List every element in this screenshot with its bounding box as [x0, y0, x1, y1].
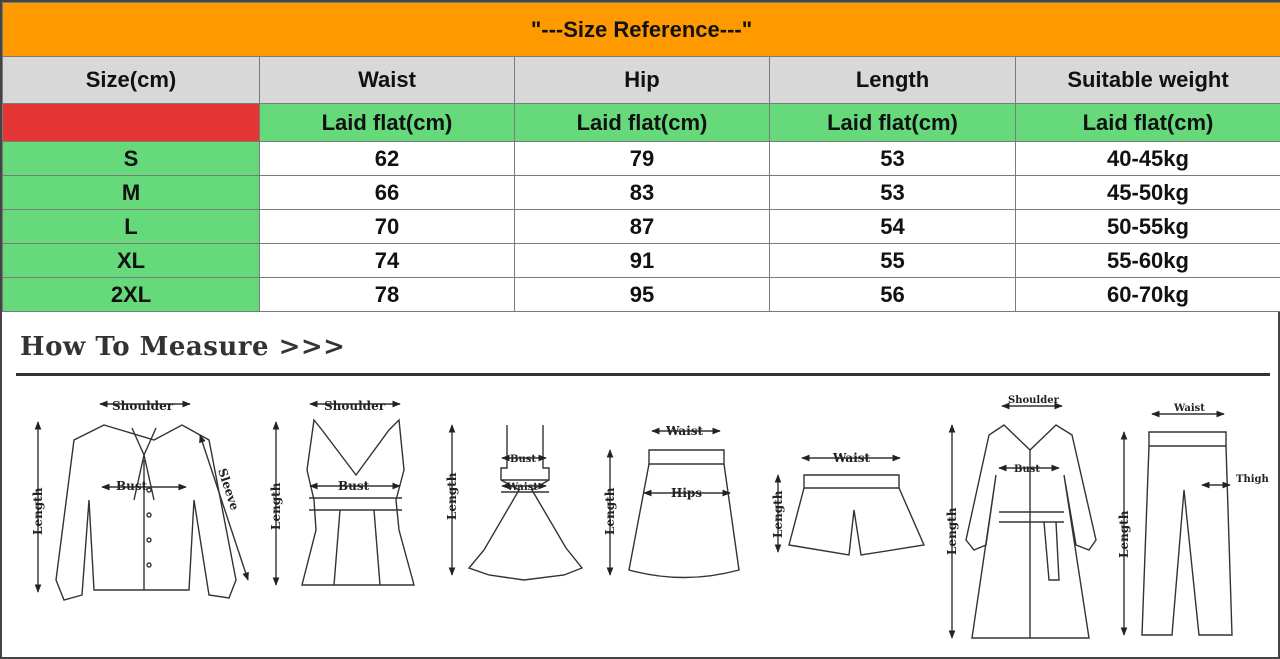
- table-row: [3, 142, 1280, 176]
- label-thigh: Thigh: [1236, 474, 1269, 485]
- table-row: [3, 278, 1280, 312]
- label-length: Length: [445, 472, 459, 520]
- label-sleeve: Sleeve: [215, 466, 242, 512]
- length-value: 56: [770, 278, 1016, 312]
- subheader-hip: Laid flat(cm): [515, 104, 770, 142]
- label-waist: Waist: [833, 451, 871, 465]
- hip-value: 95: [515, 278, 770, 312]
- blouse-diagram: [38, 404, 248, 600]
- size-label: XL: [3, 244, 260, 278]
- header-hip: Hip: [515, 57, 770, 104]
- coat-diagram: [952, 406, 1096, 638]
- hip-value: 79: [515, 142, 770, 176]
- weight-value: 60-70kg: [1016, 278, 1280, 312]
- subheader-row: [3, 104, 1280, 142]
- size-label: L: [3, 210, 260, 244]
- length-value: 53: [770, 176, 1016, 210]
- measure-diagrams: [4, 380, 1280, 655]
- size-label: S: [3, 142, 260, 176]
- header-weight: Suitable weight: [1016, 57, 1280, 104]
- label-length: Length: [771, 490, 785, 538]
- weight-value: 55-60kg: [1016, 244, 1280, 278]
- weight-value: 50-55kg: [1016, 210, 1280, 244]
- hip-value: 83: [515, 176, 770, 210]
- header-length: Length: [770, 57, 1016, 104]
- label-bust: Bust: [116, 479, 148, 493]
- table-row: [3, 244, 1280, 278]
- subheader-length: Laid flat(cm): [770, 104, 1016, 142]
- tank-top-diagram: [276, 404, 414, 585]
- size-label: 2XL: [3, 278, 260, 312]
- trousers-diagram: [1124, 414, 1232, 635]
- waist-value: 70: [260, 210, 515, 244]
- skirt-diagram: [610, 431, 739, 578]
- waist-value: 74: [260, 244, 515, 278]
- hip-value: 91: [515, 244, 770, 278]
- subheader-weight: Laid flat(cm): [1016, 104, 1280, 142]
- label-length: Length: [1117, 510, 1131, 558]
- how-to-measure-section: [4, 320, 1280, 659]
- hip-value: 87: [515, 210, 770, 244]
- divider: [16, 373, 1270, 376]
- subheader-blank: [3, 104, 260, 142]
- weight-value: 40-45kg: [1016, 142, 1280, 176]
- label-hips: Hips: [671, 486, 703, 500]
- length-value: 53: [770, 142, 1016, 176]
- waist-value: 62: [260, 142, 515, 176]
- label-waist: Waist: [507, 482, 538, 493]
- table-title: "---Size Reference---": [3, 3, 1280, 57]
- waist-value: 66: [260, 176, 515, 210]
- subheader-waist: Laid flat(cm): [260, 104, 515, 142]
- waist-value: 78: [260, 278, 515, 312]
- label-length: Length: [269, 482, 283, 530]
- table-row: [3, 176, 1280, 210]
- label-waist: Waist: [666, 424, 704, 438]
- length-value: 55: [770, 244, 1016, 278]
- label-length: Length: [945, 507, 959, 555]
- label-waist: Waist: [1174, 403, 1205, 414]
- header-size: Size(cm): [3, 57, 260, 104]
- size-reference-table: [2, 2, 1280, 312]
- length-value: 54: [770, 210, 1016, 244]
- dress-diagram: [452, 425, 582, 580]
- label-shoulder: Shoulder: [1008, 395, 1059, 406]
- label-length: Length: [31, 487, 45, 535]
- weight-value: 45-50kg: [1016, 176, 1280, 210]
- table-row: [3, 210, 1280, 244]
- how-to-measure-title: How To Measure >>>: [20, 332, 346, 362]
- label-bust: Bust: [510, 454, 536, 465]
- label-bust: Bust: [338, 479, 370, 493]
- label-length: Length: [603, 487, 617, 535]
- label-shoulder: Shoulder: [112, 399, 174, 413]
- label-bust: Bust: [1014, 464, 1040, 475]
- header-waist: Waist: [260, 57, 515, 104]
- shorts-diagram: [778, 458, 924, 555]
- header-row: [3, 57, 1280, 104]
- size-label: M: [3, 176, 260, 210]
- label-shoulder: Shoulder: [324, 399, 386, 413]
